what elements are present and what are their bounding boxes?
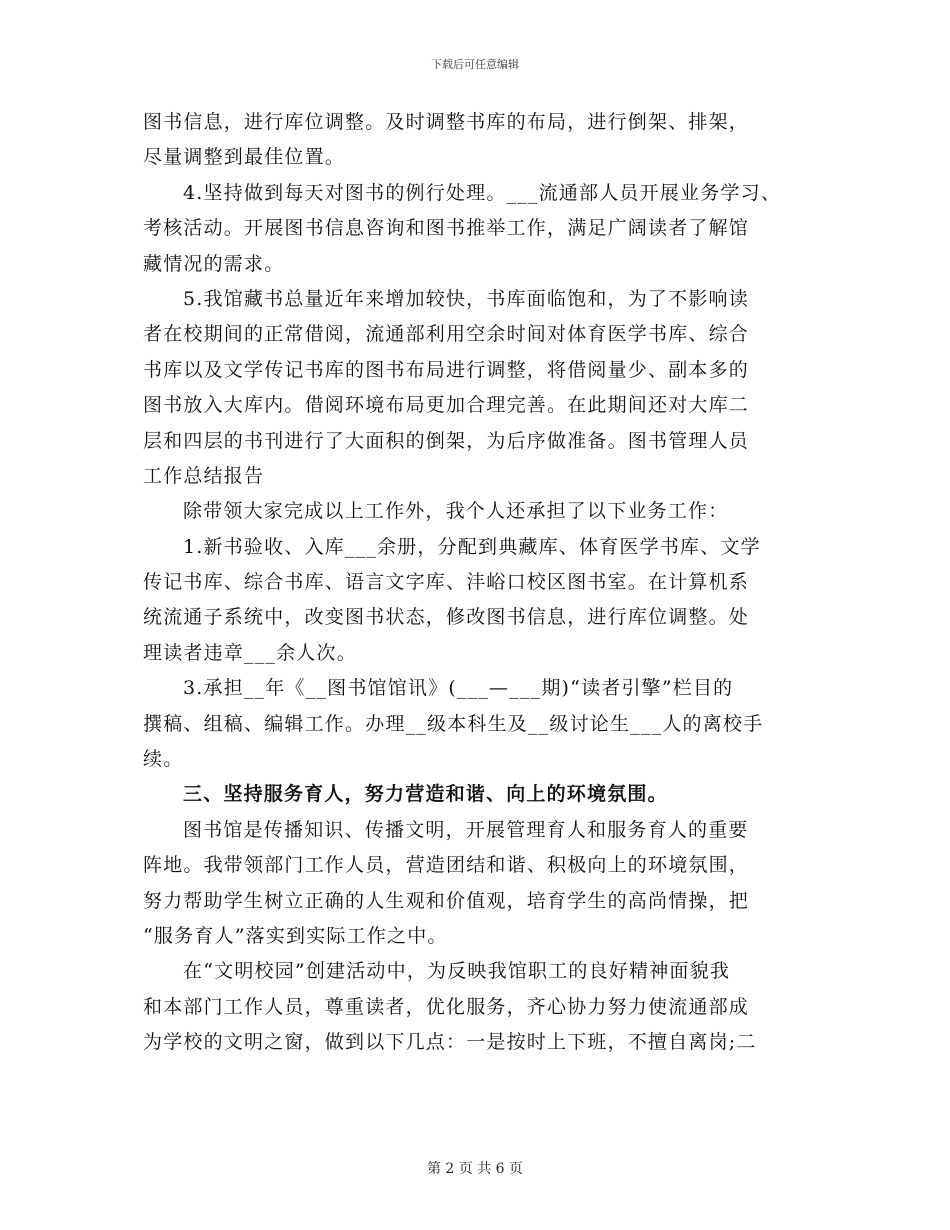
text-line: 努力帮助学生树立正确的人生观和价值观，培育学生的高尚情操，把 (143, 889, 750, 912)
text-line: “服务育人”落实到实际工作之中。 (143, 924, 448, 947)
text-line: 传记书库、综合书库、语言文字库、沣峪口校区图书室。在计算机系 (143, 571, 750, 594)
header-note: 下载后可任意编辑 (431, 58, 519, 71)
text-line: 图书放入大库内。借阅环境布局更加合理完善。在此期间还对大库二 (143, 394, 750, 417)
paragraph-item-3: 3.承担__年《__图书馆馆讯》(___—___期)“读者引擎”栏目的 (183, 677, 734, 700)
text-line: 工作总结报告 (143, 464, 265, 487)
paragraph-item-5: 5.我馆藏书总量近年来增加较快，书库面临饱和，为了不影响读 (183, 287, 749, 310)
paragraph-campus: 在“文明校园”创建活动中，为反映我馆职工的良好精神面貌我 (183, 960, 731, 983)
text-line: 理读者违章___余人次。 (143, 641, 357, 664)
text-line: 考核活动。开展图书信息咨询和图书推举工作，满足广阔读者了解馆 (143, 217, 750, 240)
page-number: 第 2 页 共 6 页 (426, 1161, 524, 1177)
paragraph-library: 图书馆是传播知识、传播文明，开展管理育人和服务育人的重要 (183, 818, 749, 841)
text-line: 者在校期间的正常借阅，流通部利用空余时间对体育医学书库、综合 (143, 323, 750, 346)
document-body (143, 105, 823, 1061)
text-line: 续。 (143, 748, 184, 771)
text-line: 阵地。我带领部门工作人员，营造团结和谐、积极向上的环境氛围， (143, 854, 750, 877)
paragraph-intro: 除带领大家完成以上工作外，我个人还承担了以下业务工作： (183, 500, 729, 523)
text-line: 图书信息，进行库位调整。及时调整书库的布局，进行倒架、排架， (143, 111, 750, 133)
text-line: 撰稿、组稿、编辑工作。办理__级本科生及__级讨论生___人的离校手 (143, 712, 764, 735)
text-line: 为学校的文明之窗，做到以下几点：一是按时上下班，不擅自离岗;二 (143, 1031, 757, 1054)
text-line: 统流通子系统中，改变图书状态，修改图书信息，进行库位调整。处 (143, 606, 750, 629)
text-line: 尽量调整到最佳位置。 (143, 146, 346, 169)
paragraph-item-1: 1.新书验收、入库___余册，分配到典藏库、体育医学书库、文学 (183, 535, 761, 558)
text-line: 层和四层的书刊进行了大面积的倒架，为后序做准备。图书管理人员 (143, 429, 750, 452)
section-heading: 三、坚持服务育人，努力营造和谐、向上的环境氛围。 (183, 783, 668, 806)
paragraph-item-4: 4.坚持做到每天对图书的例行处理。___流通部人员开展业务学习、 (183, 181, 782, 204)
text-line: 和本部门工作人员，尊重读者，优化服务，齐心协力努力使流通部成 (143, 995, 750, 1018)
text-line: 书库以及文学传记书库的图书布局进行调整，将借阅量少、副本多的 (143, 358, 750, 381)
text-line: 藏情况的需求。 (143, 252, 285, 275)
